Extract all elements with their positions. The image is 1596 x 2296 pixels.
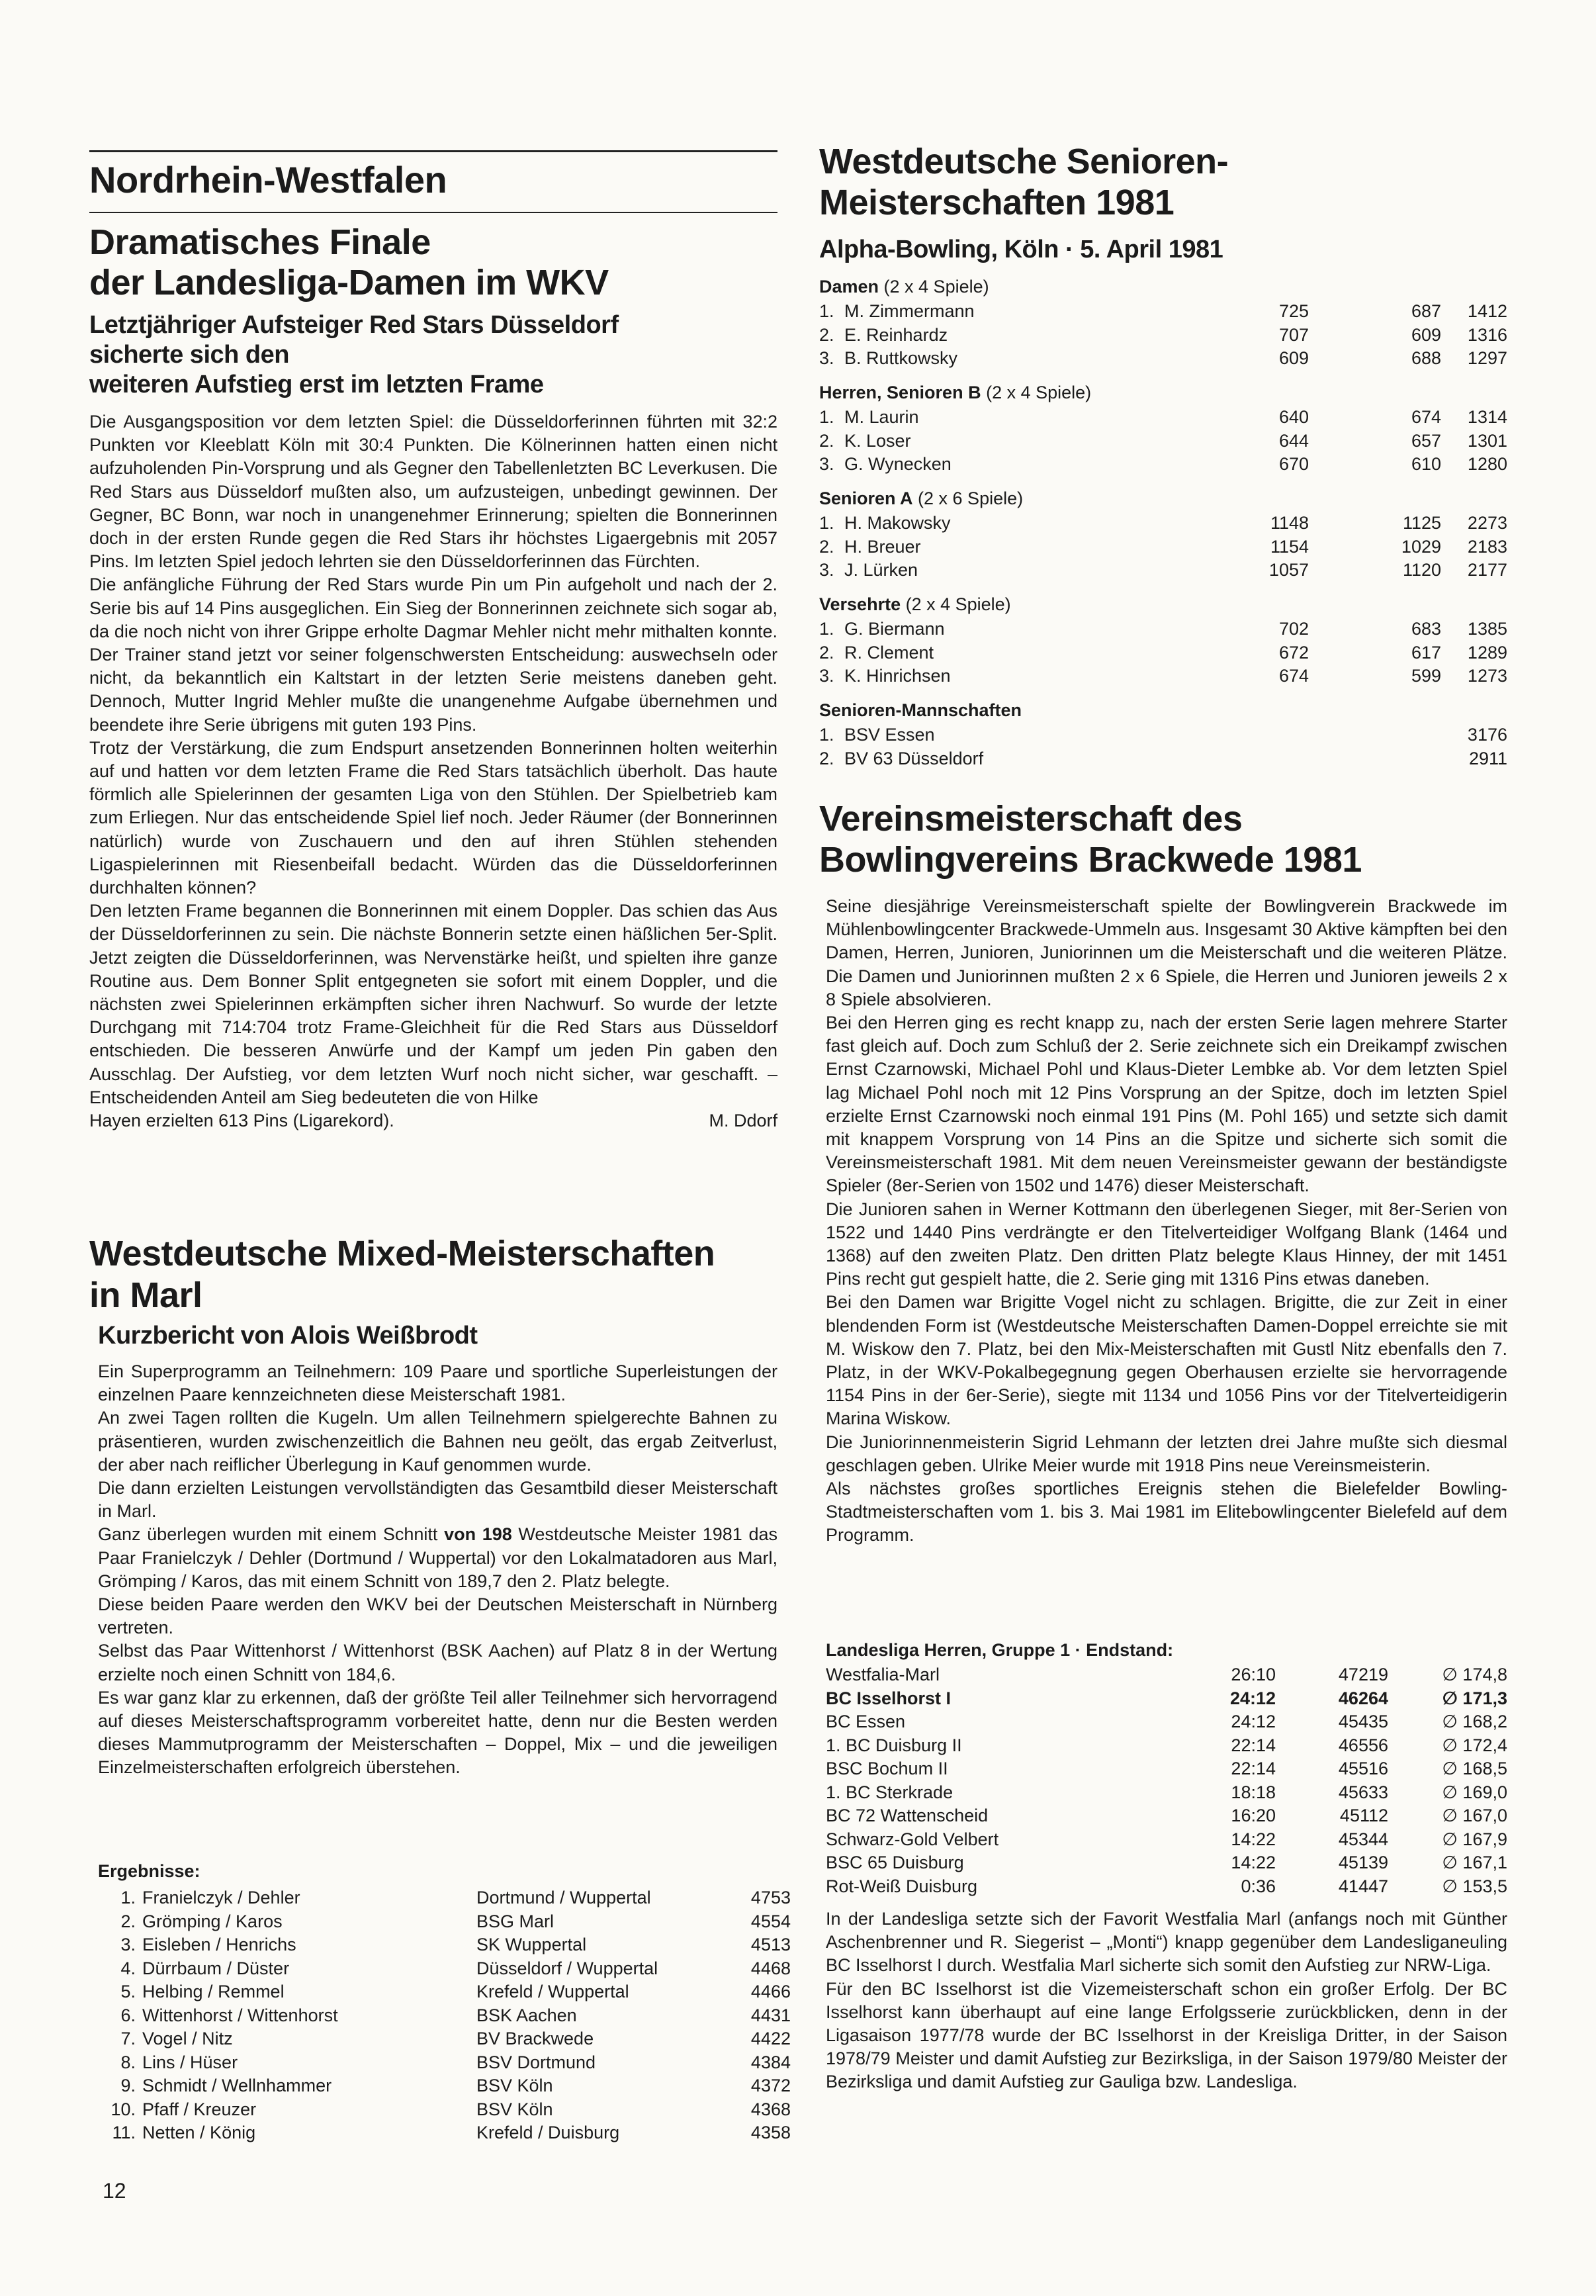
average-cell: ∅ 171,3 [1442,1688,1507,1708]
rank-cell: 4. [120,1958,136,1978]
league-row [826,1804,1507,1828]
league-row [826,1851,1507,1875]
article1-paragraph: Die anfängliche Führung der Red Stars wurde Pin um Pin aufgeholt und nach der 2. Serie bis auf 14 Pins ausgeglichen. Ein Sieg der Bonnerinnen zeichnete sich sogar ab, da die noch nicht von ihrer Grippe erholte Dagmar Mehler nicht mehr mithalten konnte. Der Trainer stand jetzt vor seiner folgenschwersten Entscheidung: auswechseln oder nicht, da bekanntlich ein Kaltstart in der letzten Serie meistens daneben geht. Dennoch, Mutter Ingrid Mehler mußte die unangenehme Aufgabe übernehmen und beendete ihre Serie übrigens mit guten 193 Pins. [89,574,777,735]
pins-cell: 4466 [750,1982,791,2002]
article2-p4-start: Ganz überlegen wurden mit einem Schnitt [98,1524,445,1545]
article1-body [89,410,777,1132]
rank-cell: 3. [120,1935,136,1955]
article2-body [98,1360,777,1780]
series1-cell: 640 [1278,407,1309,428]
result-row [109,2027,791,2051]
pins-cell: 41447 [1338,1876,1388,1896]
name-cell: H. Breuer [844,536,921,557]
name-cell: B. Ruttkowsky [844,348,958,369]
average-cell: ∅ 168,5 [1442,1759,1507,1779]
rank-cell: 2. [819,430,834,451]
name-cell: M. Zimmermann [844,301,975,322]
series2-cell: 617 [1411,642,1441,663]
league-label: Landesliga Herren, Gruppe 1 · Endstand: [826,1640,1174,1660]
pair-cell: Lins / Hüser [142,2052,238,2072]
rank-cell: 1. [819,513,834,533]
article3-subtitle: Alpha-Bowling, Köln · 5. April 1981 [819,236,1223,263]
average-cell: ∅ 153,5 [1442,1876,1507,1896]
name-cell: H. Makowsky [844,513,951,533]
series1-cell: 725 [1278,301,1309,322]
result-row [109,1933,791,1957]
seniorena-table [819,512,1507,582]
team-cell: BC Essen [826,1712,906,1732]
total-cell: 3176 [1467,725,1507,745]
team-cell: BSC 65 Duisburg [826,1853,964,1873]
series2-cell: 599 [1411,666,1441,686]
league-row [826,1757,1507,1781]
team-cell: BSC Bochum II [826,1759,948,1779]
result-row [819,535,1507,559]
mixed-results-body [109,1886,791,2145]
pins-cell: 4368 [750,2099,791,2119]
article1-subtitle-line2: sicherte sich den [89,341,289,369]
rank-cell: 11. [112,2123,136,2143]
points-cell: 0:36 [1241,1876,1276,1896]
teams-label: Senioren-Mannschaften [819,700,1022,720]
pins-cell: 47219 [1338,1665,1388,1685]
mixed-results-table [109,1886,791,2145]
damen-label: Damen (2 x 4 Spiele) [819,277,989,297]
versehrte-label: Versehrte (2 x 4 Spiele) [819,594,1011,614]
rank-cell: 9. [120,2076,136,2096]
article1-title-line2: der Landesliga-Damen im WKV [89,263,609,302]
club-cell: BSV Dortmund [476,2052,596,2072]
article1-title-line1: Dramatisches Finale [89,222,431,262]
article2-paragraph: Die dann erzielten Leistungen vervollständigten das Gesamtbild dieser Meisterschaft in Marl. [98,1478,777,1522]
total-cell: 1280 [1467,454,1507,475]
rank-cell: 8. [120,2052,136,2072]
pair-cell: Wittenhorst / Wittenhorst [142,2005,338,2025]
teams-table [819,723,1507,770]
rank-cell: 1. [819,725,834,745]
result-row [819,559,1507,582]
series1-cell: 707 [1278,324,1309,345]
club-cell: Krefeld / Wuppertal [476,1982,629,2002]
rank-cell: 1. [819,407,834,428]
pair-cell: Netten / König [142,2123,256,2143]
article4-paragraph: Für den BC Isselhorst ist die Vizemeisterschaft schon ein großer Erfolg. Der BC Isselhorst kann überhaupt auf eine lange Erfolgsserie zurückblicken, denn in der Ligasaison 1977/78 wurde der BC Isselhorst in der Kreisliga Dritter, in der Saison 1978/79 Meister und damit Aufstieg zur Bezirksliga, in der Saison 1979/80 Meister der Bezirksliga und damit Aufstieg zur Gauliga bzw. Landesliga. [826,1978,1507,2092]
article2-p4-end: Westdeutsche Meister 1981 das Paar Franielczyk / Dehler (Dortmund / Wuppertal) vor den Lokalmatadoren aus Marl, Grömping / Karos, das mit einem Schnitt von 189,7 den 2. Platz belegte. [98,1524,777,1591]
pins-cell: 4422 [750,2029,791,2049]
rank-cell: 1. [819,301,834,322]
result-row [819,406,1507,430]
league-row [826,1663,1507,1687]
average-cell: ∅ 169,0 [1442,1782,1507,1802]
total-cell: 1289 [1467,642,1507,663]
pair-cell: Eisleben / Henrichs [142,1935,296,1955]
rank-cell: 10. [111,2099,136,2119]
series2-cell: 1120 [1402,560,1441,580]
team-cell: 1. BC Duisburg II [826,1735,962,1755]
name-cell: K. Loser [844,430,911,451]
series1-cell: 674 [1278,666,1309,686]
article4-paragraph: Seine diesjährige Vereinsmeisterschaft spielte der Bowlingverein Brackwede im Mühlenbowlingcenter Brackwede-Ummeln aus. Insgesamt 30 Aktive kämpften bei den Damen, Herren, Junioren, Juniorinnen um die Meisterschaft und die weiteren Plätze. Die Damen und Juniorinnen mußten 2 x 6 Spiele, die Herren und Junioren jeweils 2 x 8 Spiele absolvieren. [826,896,1507,1009]
pair-cell: Vogel / Nitz [142,2029,233,2049]
club-cell: BSG Marl [476,1911,554,1931]
article4-paragraph: In der Landesliga setzte sich der Favorit Westfalia Marl (anfangs noch mit Günther Aschenbrenner und R. Siegerist – „Monti“) knapp gegenüber dem Landesliganeuling BC Isselhorst I durch. Westfalia Marl sicherte sich somit den Aufstieg zur NRW-Liga. [826,1909,1507,1976]
result-row [109,1980,791,2004]
points-cell: 22:14 [1231,1759,1276,1779]
result-row [109,1957,791,1981]
league-row [826,1875,1507,1899]
league-row [826,1734,1507,1758]
league-row [826,1781,1507,1805]
result-row [109,2004,791,2028]
article2-paragraph: Selbst das Paar Wittenhorst / Wittenhorst (BSK Aachen) auf Platz 8 in der Wertung erzielte noch einen Schnitt von 184,6. [98,1641,777,1684]
article2-title-line2: in Marl [89,1275,202,1315]
pair-cell: Grömping / Karos [142,1911,283,1931]
result-row [819,512,1507,535]
series1-cell: 670 [1278,454,1309,475]
points-cell: 24:12 [1231,1712,1276,1732]
total-cell: 1314 [1467,407,1507,428]
result-row [819,453,1507,477]
result-row [819,641,1507,665]
rank-cell: 6. [120,2005,136,2025]
article4-paragraph: Die Junioren sahen in Werner Kottmann den überlegenen Sieger, mit 8er-Serien von 1522 und 1440 Pins verdrängte er den Titelverteidiger Wolfgang Blank (1464 und 1368) auf den zweiten Platz. Den dritten Platz belegte Klaus Hinney, der mit 1451 Pins recht gut gespielt hatte, die 2. Serie ging mit 1316 Pins etwas daneben. [826,1199,1507,1289]
article4-title-line2: Bowlingvereins Brackwede 1981 [819,840,1362,880]
average-cell: ∅ 172,4 [1442,1735,1507,1755]
total-cell: 2273 [1467,513,1507,533]
article1-paragraph: Den letzten Frame begannen die Bonnerinnen mit einem Doppler. Das schien das Aus der Düsseldorferinnen zu sein. Die nächste Bonnerin setzte einen häßlichen 5er-Split. Jetzt zeigten die Düsseldorferinnen, was Nervenstärke heißt, und spielten ihre ganze Routine aus. Dem Bonner Split entgegneten sie sofort mit einem Doppler, und die nächsten zwei Spielerinnen erkämpften sicher ihren Nachwurf. So wurde der letzte Durchgang mit 714:704 trotz Frame-Gleichheit für die Red Stars aus Düsseldorf entschieden. Die besseren Anwürfe und der Kampf um jeden Pin gaben den Ausschlag. Der Aufstieg, vor dem letzten Wurf noch nicht sicher, war geschafft. – Entscheidenden Anteil am Sieg bedeuteten die von Hilke [89,901,777,1107]
region-title-rule [89,212,777,213]
rank-cell: 7. [120,2029,136,2049]
points-cell: 18:18 [1231,1782,1276,1802]
article3-title-line2: Meisterschaften 1981 [819,183,1175,222]
name-cell: BSV Essen [844,725,935,745]
pins-cell: 4513 [750,1935,791,1955]
rank-cell: 2. [120,1911,136,1931]
top-rule-left [89,150,777,152]
points-cell: 26:10 [1231,1665,1276,1685]
article2-paragraph: Diese beiden Paare werden den WKV bei der Deutschen Meisterschaft in Nürnberg vertreten. [98,1594,777,1638]
rank-cell: 3. [819,560,834,580]
rank-cell: 2. [819,642,834,663]
article4-paragraph: Die Juniorinnenmeisterin Sigrid Lehmann der letzten drei Jahre mußte sich diesmal geschlagen geben. Ulrike Meier wurde mit 1918 Pins neue Vereinsmeisterin. [826,1432,1507,1475]
name-cell: BV 63 Düsseldorf [844,748,984,768]
total-cell: 1297 [1467,348,1507,369]
pins-cell: 4358 [750,2123,791,2143]
total-cell: 1412 [1467,301,1507,322]
name-cell: G. Wynecken [844,454,952,475]
total-cell: 1385 [1467,619,1507,639]
average-cell: ∅ 167,0 [1442,1806,1507,1826]
series2-cell: 610 [1411,454,1441,475]
article2-paragraph: An zwei Tagen rollten die Kugeln. Um allen Teilnehmern spielgerechte Bahnen zu präsentieren, wurden zwischenzeitlich die Bahnen neu geölt, das ergab Zeitverlust, der aber nach reiflicher Überlegung in Kauf genommen wurde. [98,1408,777,1475]
result-row [819,347,1507,371]
article4-paragraph: Bei den Damen war Brigitte Vogel nicht zu schlagen. Brigitte, die zur Zeit in einer blendenden Form ist (Westdeutsche Meisterschaften Damen-Doppel erreichte sie mit M. Wiskow den 7. Platz, bei den Mix-Meisterschaften mit Gustl Nitz ebenfalls den 7. Platz, in der WKV-Pokalbegegnung gegen Oberhausen erzielte sie hervorragende 1154 Pins in der 6er-Serie), siegte mit 1134 und 1056 Pins vor der Titelverteidigerin Marina Wiskow. [826,1292,1507,1429]
pins-cell: 4554 [750,1911,791,1931]
result-row [109,1886,791,1910]
league-row [826,1828,1507,1852]
league-body [826,1663,1507,1898]
name-cell: E. Reinhardz [844,324,948,345]
rank-cell: 1. [120,1888,136,1908]
pins-cell: 45633 [1338,1782,1388,1802]
article2-paragraph [98,1523,777,1593]
series2-cell [1309,723,1441,747]
club-cell: Dortmund / Wuppertal [476,1888,651,1908]
article2-paragraph: Es war ganz klar zu erkennen, daß der größte Teil aller Teilnehmer sich hervorragend auf dieses Meisterschaftsprogramm vorbereitet hatte, denn nur die Besten werden dieses Mammutprogramm der Meisterschaften – Doppel, Mix – und die jeweiligen Einzelmeisterschaften erfolgreich überstehen. [98,1687,777,1778]
versehrte-table [819,618,1507,688]
series1-cell [1229,747,1309,771]
team-cell: Rot-Weiß Duisburg [826,1876,978,1896]
total-cell: 1301 [1467,430,1507,451]
article2-p4-bold: von 198 [444,1524,512,1545]
pins-cell: 4468 [750,1958,791,1978]
series2-cell: 688 [1411,348,1441,369]
result-row [819,747,1507,771]
rank-cell: 1. [819,619,834,639]
average-cell: ∅ 167,9 [1442,1829,1507,1849]
pair-cell: Dürrbaum / Düster [142,1958,290,1978]
total-cell: 2183 [1467,536,1507,557]
result-row [109,1910,791,1934]
pins-cell: 45435 [1338,1712,1388,1732]
points-cell: 16:20 [1231,1806,1276,1826]
series2-cell: 609 [1411,324,1441,345]
average-cell: ∅ 167,1 [1442,1853,1507,1873]
pins-cell: 45139 [1338,1853,1388,1873]
series1-cell [1229,723,1309,747]
pins-cell: 46264 [1338,1688,1388,1708]
average-cell: ∅ 168,2 [1442,1712,1507,1732]
team-cell: BC Isselhorst I [826,1688,952,1708]
series1-cell: 702 [1278,619,1309,639]
article2-title-line1: Westdeutsche Mixed-Meisterschaften [89,1234,715,1273]
series2-cell: 674 [1411,407,1441,428]
team-cell: Westfalia-Marl [826,1665,940,1685]
series1-cell: 609 [1278,348,1309,369]
series2-cell [1309,747,1441,771]
series1-cell: 1057 [1268,560,1309,580]
seniorena-label: Senioren A (2 x 6 Spiele) [819,488,1024,508]
result-row [819,723,1507,747]
team-cell: Schwarz-Gold Velbert [826,1829,999,1849]
name-cell: K. Hinrichsen [844,666,951,686]
region-title: Nordrhein-Westfalen [89,159,447,201]
article2-subtitle: Kurzbericht von Alois Weißbrodt [98,1322,478,1350]
points-cell: 14:22 [1231,1853,1276,1873]
club-cell: Düsseldorf / Wuppertal [476,1958,658,1978]
series1-cell: 1154 [1270,536,1309,557]
pair-cell: Helbing / Remmel [142,1982,285,2002]
result-row [819,430,1507,453]
rank-cell: 3. [819,666,834,686]
team-cell: 1. BC Sterkrade [826,1782,953,1802]
points-cell: 22:14 [1231,1735,1276,1755]
series2-cell: 683 [1411,619,1441,639]
article4-paragraph: Als nächstes großes sportliches Ereignis stehen die Bielefelder Bowling-Stadtmeisterschaften vom 1. bis 3. Mai 1981 im Elitebowlingcenter Bielefeld auf dem Programm. [826,1479,1507,1545]
article1-subtitle-line3: weiteren Aufstieg erst im letzten Frame [89,371,544,398]
series2-cell: 687 [1411,301,1441,322]
club-cell: Krefeld / Duisburg [476,2123,620,2143]
total-cell: 1273 [1467,666,1507,686]
rank-cell: 5. [120,1982,136,2002]
article2-paragraph: Ein Superprogramm an Teilnehmern: 109 Paare und sportliche Superleistungen der einzelnen Paare kennzeichneten diese Meisterschaft 1981. [98,1361,777,1405]
rank-cell: 2. [819,324,834,345]
result-row [109,2051,791,2075]
pins-cell: 4384 [750,2052,791,2072]
club-cell: BSK Aachen [476,2005,577,2025]
pins-cell: 45516 [1338,1759,1388,1779]
damen-table [819,300,1507,371]
article4-paragraph: Bei den Herren ging es recht knapp zu, nach der ersten Serie lagen mehrere Starter fast gleich auf. Doch zum Schluß der 2. Serie zeichnete sich ein Dreikampf zwischen Ernst Czarnowski, Michael Pohl und Klaus-Dieter Lembke ab. Vor dem letzten Spiel lag Michael Pohl noch mit 12 Pins Vorsprung an der Spitze, doch im letzten Spiel erzielte Ernst Czarnowski noch einmal 191 Pins (M. Pohl 165) und setzte sich damit mit knappem Vorsprung von 14 Pins an die Spitze und sicherte sich somit die Vereinsmeisterschaft 1981. Mit dem neuen Vereinsmeister gewann der beständigste Spieler (8er-Serien von 1502 und 1476) dieser Meisterschaft. [826,1013,1507,1196]
result-row [819,324,1507,347]
result-row [109,2121,791,2145]
total-cell: 2911 [1468,748,1507,768]
series1-cell: 672 [1278,642,1309,663]
pair-cell: Franielczyk / Dehler [142,1888,300,1908]
club-cell: SK Wuppertal [476,1935,587,1955]
league-table [826,1663,1507,1898]
rank-cell: 2. [819,748,834,768]
points-cell: 24:12 [1229,1688,1276,1708]
result-row [109,2074,791,2098]
league-row [826,1710,1507,1734]
pair-cell: Pfaff / Kreuzer [142,2099,257,2119]
rank-cell: 2. [819,536,834,557]
pins-cell: 4372 [750,2076,791,2096]
article4-body [826,895,1507,1547]
rank-cell: 3. [819,348,834,369]
name-cell: G. Biermann [844,619,945,639]
pins-cell: 45112 [1339,1806,1388,1826]
article1-paragraph: Die Ausgangsposition vor dem letzten Spiel: die Düsseldorferinnen führten mit 32:2 Punkten vor Kleeblatt Köln mit 30:4 Punkten. Die Kölnerinnen hatten einen nicht aufzuholenden Pin-Vorsprung und als Gegner den Tabellenletzten BC Leverkusen. Die Red Stars aus Düsseldorf mußten also, um aufzusteigen, unbedingt gewinnen. Der Gegner, BC Bonn, war noch in unangenehmer Erinnerung; spielten die Bonnerinnen doch in der ersten Runde gegen die Red Stars ihr höchstes Ligaergebnis mit 2057 Pins. Im letzten Spiel jedoch lehrten sie den Düsseldorferinnen das Fürchten. [89,412,777,572]
herren-label: Herren, Senioren B (2 x 4 Spiele) [819,383,1092,402]
club-cell: BV Brackwede [476,2029,594,2049]
article1-last-line [89,1109,777,1132]
average-cell: ∅ 174,8 [1442,1665,1507,1685]
article1-author: M. Ddorf [709,1111,777,1131]
result-row [819,665,1507,688]
pins-cell: 45344 [1338,1829,1388,1849]
article1-paragraph: Trotz der Verstärkung, die zum Endspurt ansetzenden Bonnerinnen holten weiterhin auf und hatten vor dem letzten Frame die Red Stars tatsächlich überholt. Das haute förmlich alle Spielerinnen der gesamten Liga von den Stühlen. Der Spielbetrieb kam zum Erliegen. Nur das entscheidende Spiel lief noch. Jeder Räumer (der Bonnerinnen natürlich) wurde von Zuschauern und den auf ihren Stühlen stehenden Ligaspielerinnen mit Riesenbeifall bedacht. Würden das die Düsseldorferinnen durchhalten können? [89,737,777,898]
article1-subtitle-line1: Letztjähriger Aufsteiger Red Stars Düsseldorf [89,311,619,339]
herren-table [819,406,1507,477]
result-row [819,300,1507,324]
article1-last-sentence: Hayen erzielten 613 Pins (Ligarekord). [89,1111,394,1131]
league-row [826,1687,1507,1711]
total-cell: 1316 [1467,324,1507,345]
page-number: 12 [103,2179,126,2203]
pins-cell: 4431 [750,2005,791,2025]
series2-cell: 1029 [1401,536,1441,557]
club-cell: BSV Köln [476,2099,553,2119]
pins-cell: 4753 [750,1888,791,1908]
result-row [109,2098,791,2122]
series1-cell: 1148 [1270,513,1309,533]
pins-cell: 46556 [1338,1735,1388,1755]
result-row [819,618,1507,641]
article4-title-line1: Vereinsmeisterschaft des [819,799,1243,839]
pair-cell: Schmidt / Wellnhammer [142,2076,332,2096]
rank-cell: 3. [819,454,834,475]
total-cell: 2177 [1467,560,1507,580]
series2-cell: 657 [1411,430,1441,451]
series1-cell: 644 [1278,430,1309,451]
results-label: Ergebnisse: [98,1861,200,1881]
series2-cell: 1125 [1402,513,1441,533]
article4-body-end [826,1907,1507,2094]
name-cell: M. Laurin [844,407,919,428]
club-cell: BSV Köln [476,2076,553,2096]
name-cell: J. Lürken [844,560,918,580]
points-cell: 14:22 [1231,1829,1276,1849]
team-cell: BC 72 Wattenscheid [826,1806,989,1826]
name-cell: R. Clement [844,642,934,663]
article3-title-line1: Westdeutsche Senioren- [819,142,1229,181]
